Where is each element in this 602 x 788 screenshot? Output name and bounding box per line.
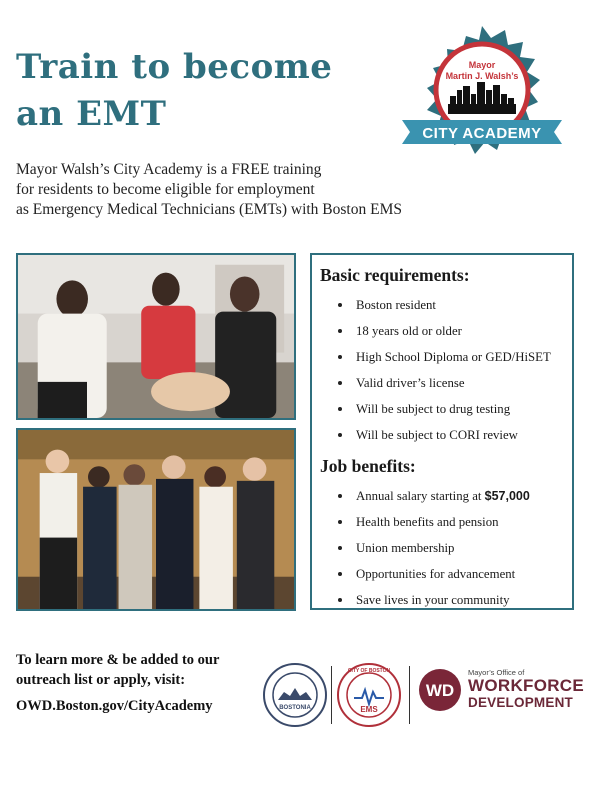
list-item: Union membership [320,535,564,561]
list-item: Opportunities for advancement [320,561,564,587]
intro-line-3: as Emergency Medical Technicians (EMTs) with Boston EMS [16,201,402,218]
list-item: Health benefits and pension [320,509,564,535]
wd-small-text: Mayor’s Office of [468,668,525,677]
workforce-development-logo [418,668,462,712]
benefits-heading: Job benefits: [320,456,416,476]
divider [409,666,410,724]
workforce-development-text [468,668,584,710]
wd-mark: WD [425,681,455,700]
divider [331,666,332,724]
list-item: Boston resident [320,292,564,318]
list-item: 18 years old or older [320,318,564,344]
footer-url-link[interactable]: OWD.Boston.gov/CityAcademy [16,698,213,714]
seal1-text: BOSTONIA [279,705,311,711]
cpr-training-photo [16,253,296,420]
group-photo [16,428,296,611]
salary-prefix: Annual salary starting at [356,489,482,503]
list-item: Save lives in your community [320,587,564,613]
intro-line-2: for residents to become eligible for employment [16,181,315,198]
wd-line-2: DEVELOPMENT [468,695,573,710]
list-item: Valid driver’s license [320,370,564,396]
page-title [16,44,396,138]
seal2-top-text: CITY OF BOSTON [347,668,391,674]
city-seal-icon [262,662,328,728]
list-item: Will be subject to CORI review [320,422,564,448]
city-academy-badge [398,24,566,178]
list-item: Will be subject to drug testing [320,396,564,422]
requirements-heading: Basic requirements: [320,265,470,285]
list-item: High School Diploma or GED/HiSET [320,344,564,370]
intro-line-1: Mayor Walsh’s City Academy is a FREE training [16,161,322,178]
salary-value: $57,000 [484,489,530,503]
badge-ribbon-text: CITY ACADEMY [422,125,542,142]
requirements-box [310,253,574,610]
boston-ems-seal-icon [336,662,402,728]
benefits-list [320,483,564,613]
requirements-list [320,292,564,448]
footer-line-2: outreach list or apply, visit: [16,672,186,688]
salary-item [320,483,564,509]
wd-line-1: WORKFORCE [468,676,585,695]
seal2-mid-text: EMS [360,705,378,714]
badge-line-2: Martin J. Walsh’s [445,71,519,81]
title-line-1: Train to become [16,47,333,87]
footer-line-1: To learn more & be added to our [16,652,220,668]
title-line-2: an EMT [16,94,167,134]
footer-cta [16,650,266,716]
badge-line-1: Mayor [468,60,496,70]
